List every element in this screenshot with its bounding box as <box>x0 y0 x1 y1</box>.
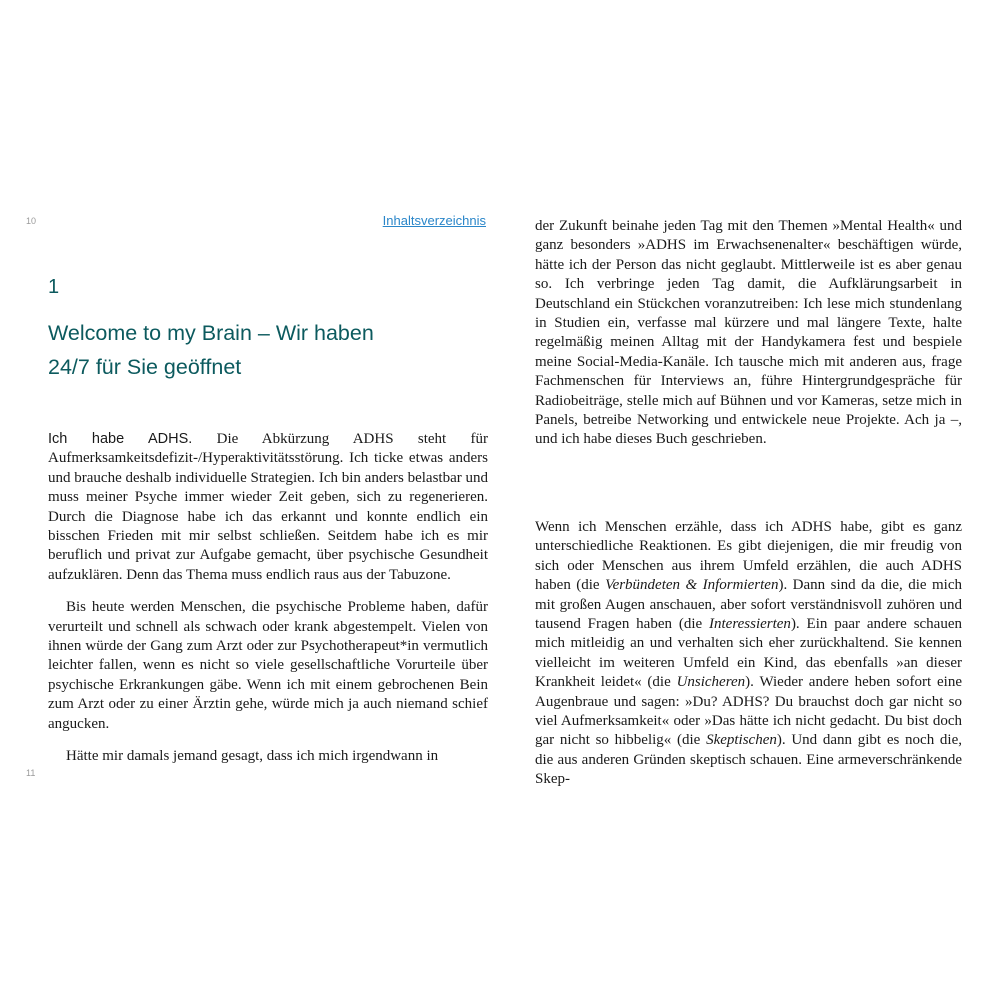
emphasis-verbuendeten: Verbündeten & Informierten <box>605 577 779 594</box>
paragraph-3: Hätte mir damals jemand gesagt, dass ich mich irgendwann in <box>66 748 439 765</box>
text-segment: ). Ein paar andere schauen mich mitleidig an und verhalten sich eher zurückhaltend. Sie kennen vielleicht im weiteren Umfeld ein Kind, das ebenfalls »an dieser Krankheit leidet« (die <box>535 616 963 691</box>
paragraph-5 <box>535 518 962 790</box>
text-segment: ). Dann sind da die, die mich mit großen Augen anschauen, aber sofort verständnisvoll zuhören und tausend Fragen haben (die <box>535 577 963 633</box>
emphasis-unsicheren: Unsicheren <box>676 674 746 691</box>
chapter-number: 1 <box>48 276 60 298</box>
page-number-top: 10 <box>26 216 37 226</box>
paragraph-4: der Zukunft beinahe jeden Tag mit den Themen »Mental Health« und ganz besonders »ADHS im Erwachsenenalter« beschäftigen würde, hätte ich der Person das nicht geglaubt. Mittlerweile ist es aber genau so. Ich verbringe jeden Tag damit, die Aufklärungsarbeit in Deutschland ein Stückchen voranzutreiben: Ich lese mich stundenlang in Studien ein, verfasse mal kürzere und mal längere Texte, halte regelmäßig meinen Alltag mit der Handykamera fest und bespiele meine Social-Media-Kanäle. Ich tausche mich mit anderen aus, frage Fachmenschen für Interviews an, führe Hintergrundgespräche für Radiobeiträge, stelle mich auf Bühnen und vor Kameras, setze mich in Panels, betreibe Networking und entwickele neue Projekte. Ach ja –, und ich habe dieses Buch geschrieben. <box>535 218 962 448</box>
text-segment: Wenn ich Menschen erzähle, dass ich ADHS habe, gibt es ganz unterschiedliche Reaktionen. Es gibt diejenigen, die mir freudig von sich oder Menschen aus ihrem Umfeld erzählen, die auch ADHS haben (die <box>535 519 962 594</box>
emphasis-interessierten: Interessierten <box>709 616 791 633</box>
emphasis-skeptischen: Skeptischen <box>706 732 777 749</box>
paragraph-intro <box>48 430 488 585</box>
paragraph-2: Bis heute werden Menschen, die psychische Probleme haben, dafür verurteilt und schnell als schwach oder krank abgestempelt. Vielen von ihnen würde der Gang zum Arzt oder zur Psychotherapeut*in vermutlich leichter fallen, wenn es nicht so viele gesellschaftliche Vorurteile über psychische Erkrankungen gäbe. Wenn ich mit einem gebrochenen Bein zum Arzt oder zu einer Ärztin gehe, würde mich ja auch niemand schief angucken. <box>48 599 488 732</box>
text-segment: ). Und dann gibt es noch die, die aus anderen Gründen skeptisch schauen. Eine armeverschränkende Skep- <box>535 732 962 788</box>
lead-in-text: Ich habe ADHS. <box>48 431 193 447</box>
intro-text: Die Abkürzung ADHS steht für Aufmerksamkeitsdefizit-/Hyperaktivitätsstörung. Ich ticke etwas anders und brauche deshalb individuelle Strategien. Ich bin anders belastbar und muss meiner Psyche immer wieder Zeit geben, sich zu regenerieren. Durch die Diagnose habe ich das erkannt und konnte endlich ein bisschen Frieden mit mir selbst schließen. Seitdem habe ich es mir beruflich und privat zur Aufgabe gemacht, über psychische Gesundheit aufzuklären. Denn das Thema muss endlich raus aus der Tabuzone. <box>48 431 488 583</box>
left-column <box>48 430 488 767</box>
table-of-contents-link[interactable]: Inhaltsverzeichnis <box>382 213 486 228</box>
chapter-title-line-2: 24/7 für Sie geöffnet <box>48 355 242 379</box>
right-column-bottom <box>535 518 962 790</box>
text-segment: ). Wieder andere heben sofort eine Augenbraue und sagen: »Du? ADHS? Du brauchst doch gar nicht so viel Aufmerksamkeit« oder »Das hätte ich nicht gedacht. Du bist doch gar nicht so hibbelig« (die <box>535 674 962 749</box>
right-column-top <box>535 217 962 450</box>
chapter-title <box>48 316 488 384</box>
chapter-title-line-1: Welcome to my Brain – Wir haben <box>48 321 374 345</box>
page-number-bottom: 11 <box>26 768 36 778</box>
